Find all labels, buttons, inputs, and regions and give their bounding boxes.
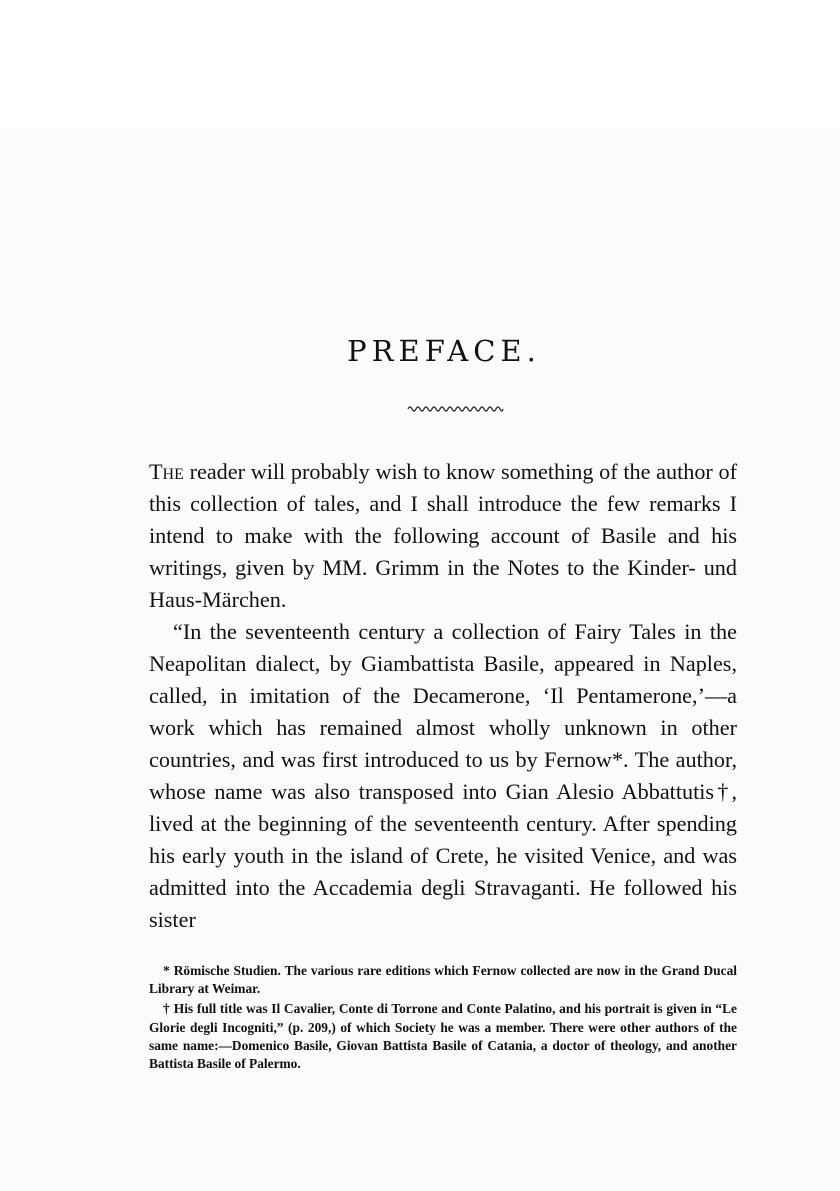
- footnote-2: [149, 1000, 737, 1073]
- footnote-2-mark: †: [163, 1001, 171, 1017]
- paragraph-2-text-c: , lived at the beginning of the seventeenth century. After spending his early youth in the island of Crete, he visited Venice, and was admitted into the Accademia degli Stravaganti. He followed his sister: [149, 779, 738, 932]
- footnote-mark-dagger: †: [714, 779, 732, 804]
- footnote-1-text: Römische Studien. The various rare editions which Fernow collected are now in the Grand Ducal Library at Weimar.: [149, 963, 737, 997]
- footnote-1: [149, 962, 737, 998]
- footnote-1-mark: *: [163, 963, 170, 978]
- paragraph-2: [149, 616, 737, 936]
- footnote-mark-asterisk: *: [611, 747, 624, 772]
- footnotes: [149, 962, 737, 1073]
- page-title: PREFACE.: [347, 334, 541, 368]
- paragraph-2-text-b: . The author, whose name was also transposed into Gian Alesio Abbattutis: [149, 747, 737, 804]
- paragraph-1: [149, 456, 737, 616]
- lead-word: The: [149, 459, 184, 484]
- wavy-rule-ornament-icon: [407, 403, 504, 413]
- paragraph-2-text-a: “In the seventeenth century a collection of Fairy Tales in the Neapolitan dialect, by Giambattista Basile, appeared in Naples, called, in imitation of the Decamerone, ‘Il Pentamerone,’—a work which has remained almost wholly unknown in other countries, and was first introduced to us by Fernow: [149, 619, 737, 772]
- footnote-2-text: His full title was Il Cavalier, Conte di Torrone and Conte Palatino, and his portrait is given in “Le Glorie degli Incogniti,” (p. 209,) of which Society he was a member. There were other authors of the same name:—Domenico Basile, Giovan Battista Basile of Catania, a doctor of theology, and another Battista Basile of Palermo.: [149, 1001, 737, 1072]
- paragraph-1-text: reader will probably wish to know something of the author of this collection of tales, and I shall introduce the few remarks I intend to make with the following account of Basile and his writings, given by MM. Grimm in the Notes to the Kinder- und Haus-Märchen.: [149, 459, 737, 612]
- body-text: [149, 456, 737, 936]
